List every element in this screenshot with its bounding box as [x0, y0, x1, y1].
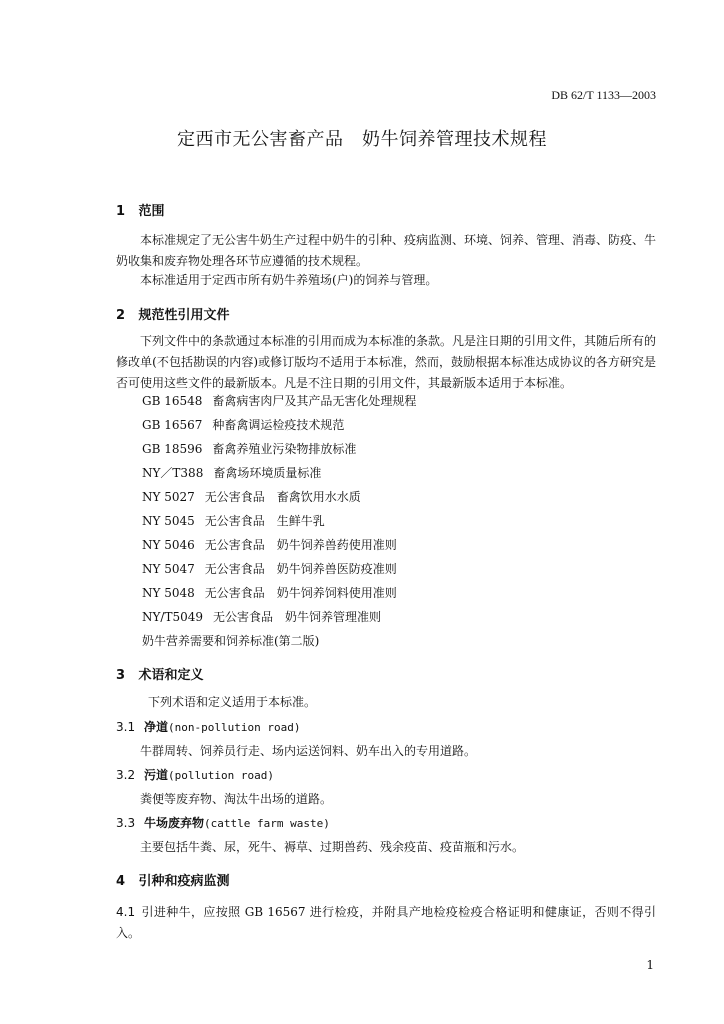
term-number: 3.1: [116, 720, 136, 734]
reference-name: 种畜禽调运检疫技术规范: [212, 418, 345, 432]
term-english: (non-pollution road): [168, 721, 301, 734]
section-4-heading: [116, 870, 230, 889]
section-number: 2: [116, 308, 126, 323]
reference-item: [142, 560, 397, 577]
section-3-heading: [116, 664, 204, 683]
reference-item: [142, 464, 321, 481]
section-number: 4: [116, 874, 126, 889]
reference-name: 畜禽养殖业污染物排放标准: [212, 442, 357, 456]
reference-name: 无公害食品 奶牛饲养饲料使用准则: [204, 586, 397, 600]
term-3-3-definition: 主要包括牛粪、尿，死牛、褥草、过期兽药、残余疫苗、疫苗瓶和污水。: [140, 840, 525, 854]
term-3-2-heading: [116, 766, 274, 783]
term-number: 3.3: [116, 816, 136, 830]
reference-item: [142, 584, 397, 601]
term-3-2-definition: 粪便等废弃物、淘汰牛出场的道路。: [140, 792, 333, 806]
term-3-3-heading: [116, 814, 330, 831]
reference-name: 畜禽场环境质量标准: [213, 466, 322, 480]
reference-code: GB 18596: [142, 442, 203, 456]
section-3-intro: 下列术语和定义适用于本标准。: [148, 695, 317, 709]
reference-code: NY 5048: [142, 586, 195, 600]
section-title: 引种和疫病监测: [138, 874, 230, 889]
section-title: 术语和定义: [138, 668, 204, 683]
reference-code: NY/T5049: [142, 610, 204, 624]
term-3-1-definition: 牛群周转、饲养员行走、场内运送饲料、奶车出入的专用道路。: [140, 744, 477, 758]
section-number: 3: [116, 668, 126, 683]
section-1-para-2: 本标准适用于定西市所有奶牛养殖场(户)的饲养与管理。: [140, 273, 438, 287]
reference-item: [142, 488, 361, 505]
term-english: (cattle farm waste): [204, 817, 330, 830]
reference-name: 无公害食品 奶牛饲养兽药使用准则: [204, 538, 397, 552]
term-name: 污道: [144, 768, 169, 782]
section-title: 规范性引用文件: [138, 308, 230, 323]
reference-item: [142, 440, 356, 457]
term-name: 牛场废弃物: [144, 816, 205, 830]
term-3-1-heading: [116, 718, 300, 735]
reference-name: 奶牛营养需要和饲养标准(第二版): [142, 634, 320, 648]
reference-code: NY 5046: [142, 538, 195, 552]
reference-item: [142, 536, 397, 553]
clause-number: 4.1: [116, 905, 136, 919]
reference-code: GB 16548: [142, 394, 203, 408]
reference-code: GB 16567: [142, 418, 203, 432]
reference-name: 无公害食品 奶牛饲养管理准则: [213, 610, 382, 624]
clause-4-1: [116, 902, 656, 944]
reference-item: [142, 392, 416, 409]
section-1-heading: [116, 200, 165, 219]
reference-item: [142, 632, 319, 649]
term-english: (pollution road): [168, 769, 274, 782]
reference-item: [142, 416, 344, 433]
reference-code: NY 5045: [142, 514, 195, 528]
reference-name: 畜禽病害肉尸及其产品无害化处理规程: [212, 394, 417, 408]
section-title: 范围: [138, 204, 165, 219]
section-1-para-1: 本标准规定了无公害牛奶生产过程中奶牛的引种、疫病监测、环境、饲养、管理、消毒、防疫、牛奶收集和废弃物处理各环节应遵循的技术规程。: [116, 233, 657, 268]
section-number: 1: [116, 204, 126, 219]
reference-code: NY 5047: [142, 562, 195, 576]
section-2-para: 下列文件中的条款通过本标准的引用而成为本标准的条款。凡是注日期的引用文件，其随后所有的修改单(不包括勘误的内容)或修订版均不适用于本标准，然而，鼓励根据本标准达成协议的各方研究是否可使用这些文件的最新版本。凡是不注日期的引用文件，其最新版本适用于本标准。: [116, 334, 657, 390]
reference-name: 无公害食品 畜禽饮用水水质: [204, 490, 361, 504]
document-title: 定西市无公害畜产品 奶牛饲养管理技术规程: [177, 129, 547, 150]
clause-text: 引进种牛，应按照 GB 16567 进行检疫，并附具产地检疫检疫合格证明和健康证，否则不得引入。: [116, 905, 656, 940]
reference-name: 无公害食品 奶牛饲养兽医防疫准则: [204, 562, 397, 576]
standard-code: DB 62/T 1133—2003: [551, 88, 656, 102]
reference-code: NY／T388: [142, 466, 204, 480]
term-name: 净道: [144, 720, 169, 734]
reference-item: [142, 608, 381, 625]
page-number: 1: [646, 958, 654, 972]
reference-code: NY 5027: [142, 490, 195, 504]
reference-item: [142, 512, 325, 529]
section-2-heading: [116, 304, 230, 323]
term-number: 3.2: [116, 768, 136, 782]
reference-name: 无公害食品 生鲜牛乳: [204, 514, 325, 528]
